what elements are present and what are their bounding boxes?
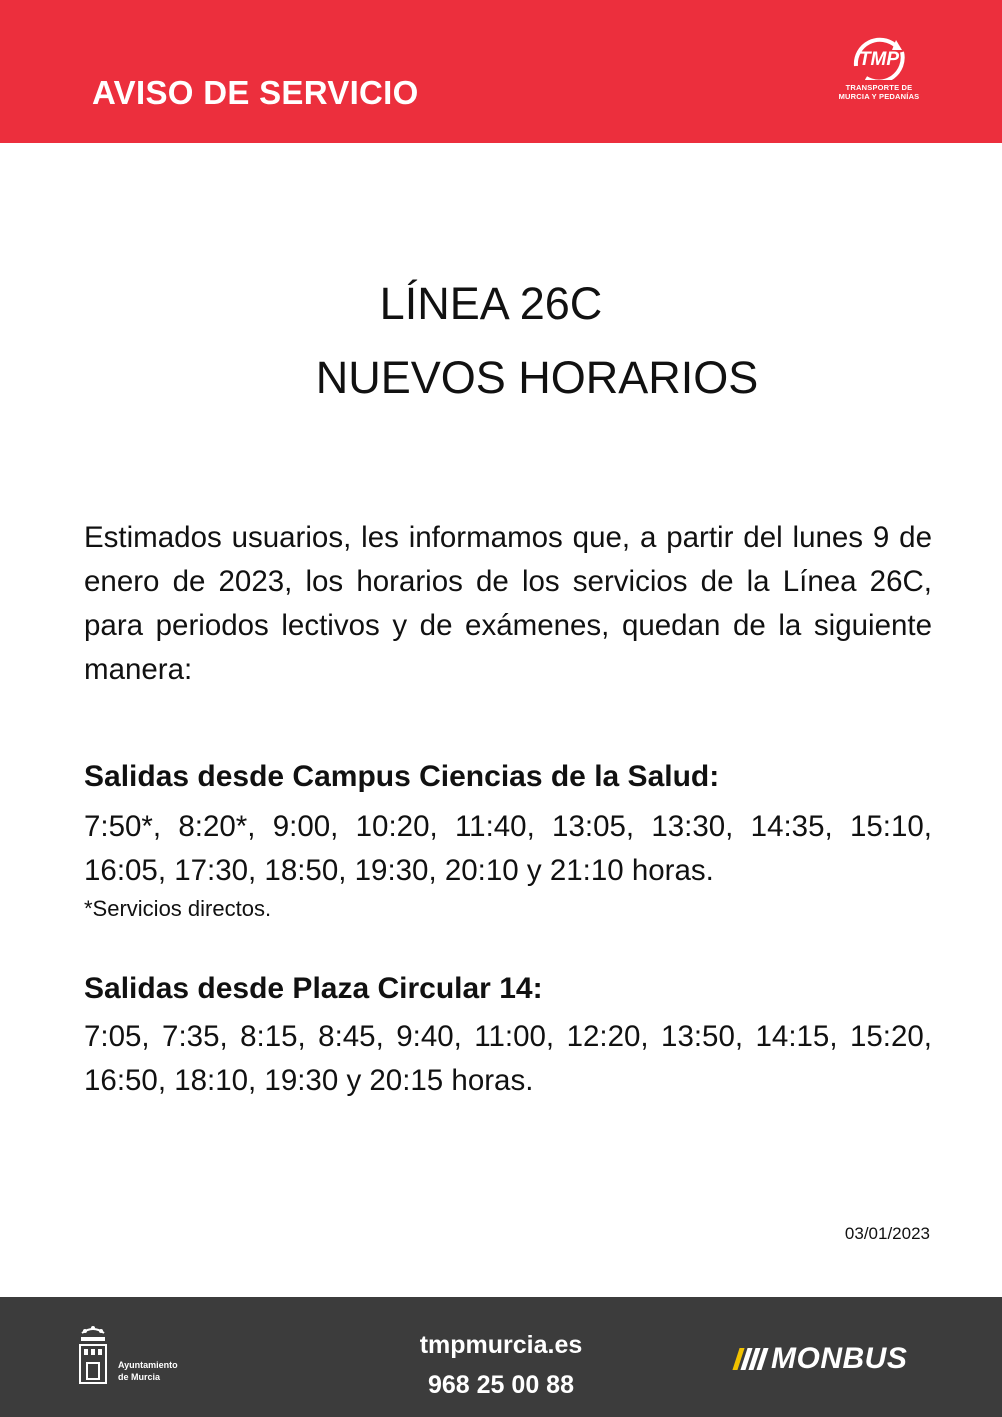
phone-number[interactable]: 968 25 00 88 <box>428 1371 574 1399</box>
intro-paragraph: Estimados usuarios, les informamos que, a partir del lunes 9 de enero de 2023, los horarios de los servicios de la Línea 26C, para periodos lectivos y de exámenes, quedan de la siguiente manera: <box>84 521 932 686</box>
monbus-brand: MONBUS <box>771 1342 908 1375</box>
ayto-line-1: Ayuntamiento <box>118 1360 178 1370</box>
headline-line: LÍNEA 26C <box>379 278 603 329</box>
tmp-logo-sub-1: TRANSPORTE DE <box>845 83 913 92</box>
website-link[interactable]: tmpmurcia.es <box>419 1331 583 1359</box>
monbus-logo <box>736 1343 907 1375</box>
tmp-logo-sub-2: MURCIA Y PEDANÍAS <box>838 92 920 101</box>
headline-subtitle: NUEVOS HORARIOS <box>315 352 759 403</box>
header-title: AVISO DE SERVICIO <box>92 74 419 111</box>
campus-note: *Servicios directos. <box>84 896 272 921</box>
plaza-section-title: Salidas desde Plaza Circular 14: <box>84 972 543 1005</box>
campus-section-title: Salidas desde Campus Ciencias de la Salud: <box>84 760 720 793</box>
monbus-stripes-icon <box>736 1348 765 1370</box>
tmp-logo <box>832 36 926 128</box>
footer-bar <box>0 1297 1002 1417</box>
campus-times: 7:50*, 8:20*, 9:00, 10:20, 11:40, 13:05, 13:30, 14:35, 15:10, 16:05, 17:30, 18:50, 19:30, 20:10 y 21:10 horas. <box>84 810 932 887</box>
tmp-logo-text: TMP <box>858 49 900 70</box>
tmp-circle-icon <box>844 36 914 80</box>
plaza-times: 7:05, 7:35, 8:15, 8:45, 9:40, 11:00, 12:20, 13:50, 14:15, 15:20, 16:50, 18:10, 19:30 y 20:15 horas. <box>84 1020 932 1097</box>
notice-date: 03/01/2023 <box>844 1224 930 1243</box>
ayto-line-2: de Murcia <box>118 1372 161 1382</box>
header-banner <box>0 0 1002 143</box>
